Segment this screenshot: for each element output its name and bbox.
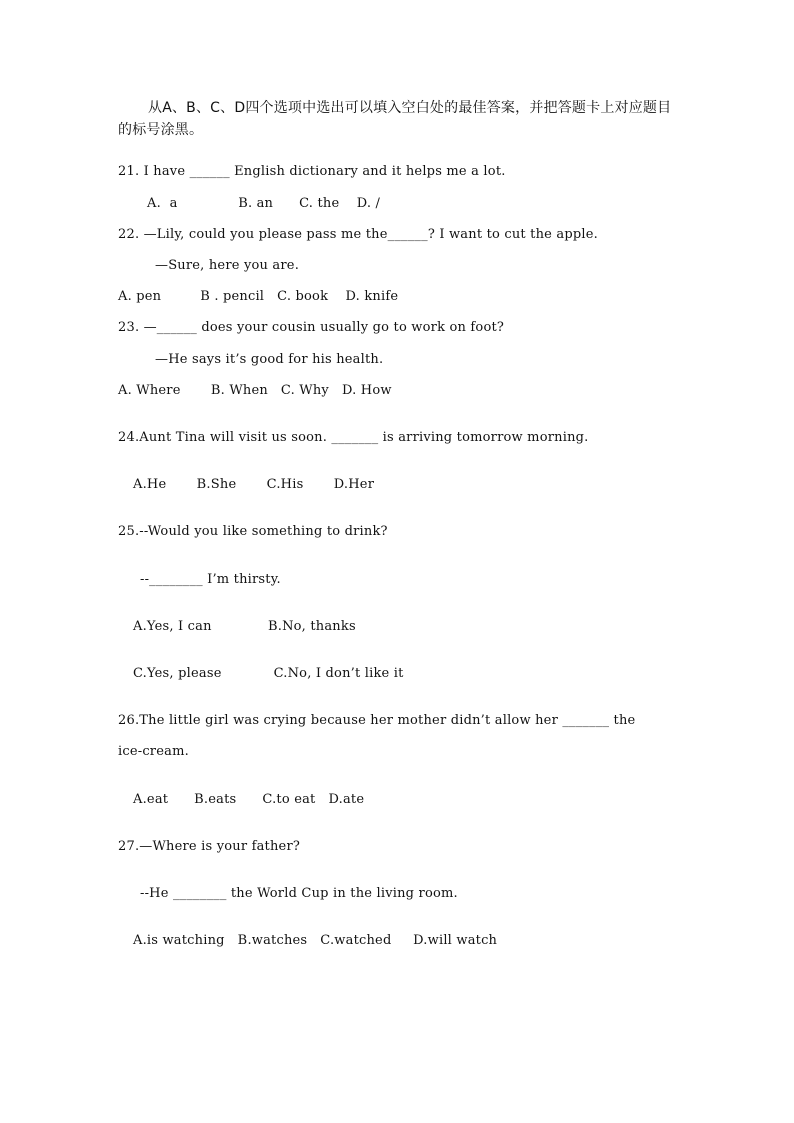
question-21: 21. I have ______ English dictionary and it helps me a lot. [118, 164, 506, 179]
question-27-reply: --He ________ the World Cup in the living room. [140, 886, 458, 901]
question-25: 25.--Would you like something to drink? [118, 524, 388, 539]
question-25-reply: --________ I’m thirsty. [140, 572, 281, 587]
question-24-options: A.He B.She C.His D.Her [133, 477, 375, 492]
question-25-options-row-2: C.Yes, please C.No, I don’t like it [133, 666, 404, 681]
question-23-options: A. Where B. When C. Why D. How [118, 383, 392, 398]
question-26-continued: ice-cream. [118, 744, 189, 759]
question-24: 24.Aunt Tina will visit us soon. _______ is arriving tomorrow morning. [118, 430, 589, 445]
question-27-options: A.is watching B.watches C.watched D.will watch [133, 933, 498, 948]
question-25-options-row-1: A.Yes, I can B.No, thanks [133, 619, 356, 634]
question-23: 23. —______ does your cousin usually go to work on foot? [118, 320, 505, 335]
question-22-options: A. pen B . pencil C. book D. knife [118, 289, 399, 304]
question-27: 27.—Where is your father? [118, 839, 301, 854]
question-23-reply: —He says it’s good for his health. [155, 352, 384, 367]
question-26: 26.The little girl was crying because her mother didn’t allow her _______ the [118, 713, 636, 728]
question-21-options: A. a B. an C. the D. / [147, 196, 381, 211]
question-26-options: A.eat B.eats C.to eat D.ate [133, 792, 365, 807]
instructions: 从A、B、C、D四个选项中选出可以填入空白处的最佳答案，并把答题卡上对应题目的标号涂黑。 [118, 100, 672, 138]
question-22-reply: —Sure, here you are. [155, 258, 300, 273]
question-22: 22. —Lily, could you please pass me the______? I want to cut the apple. [118, 227, 598, 242]
